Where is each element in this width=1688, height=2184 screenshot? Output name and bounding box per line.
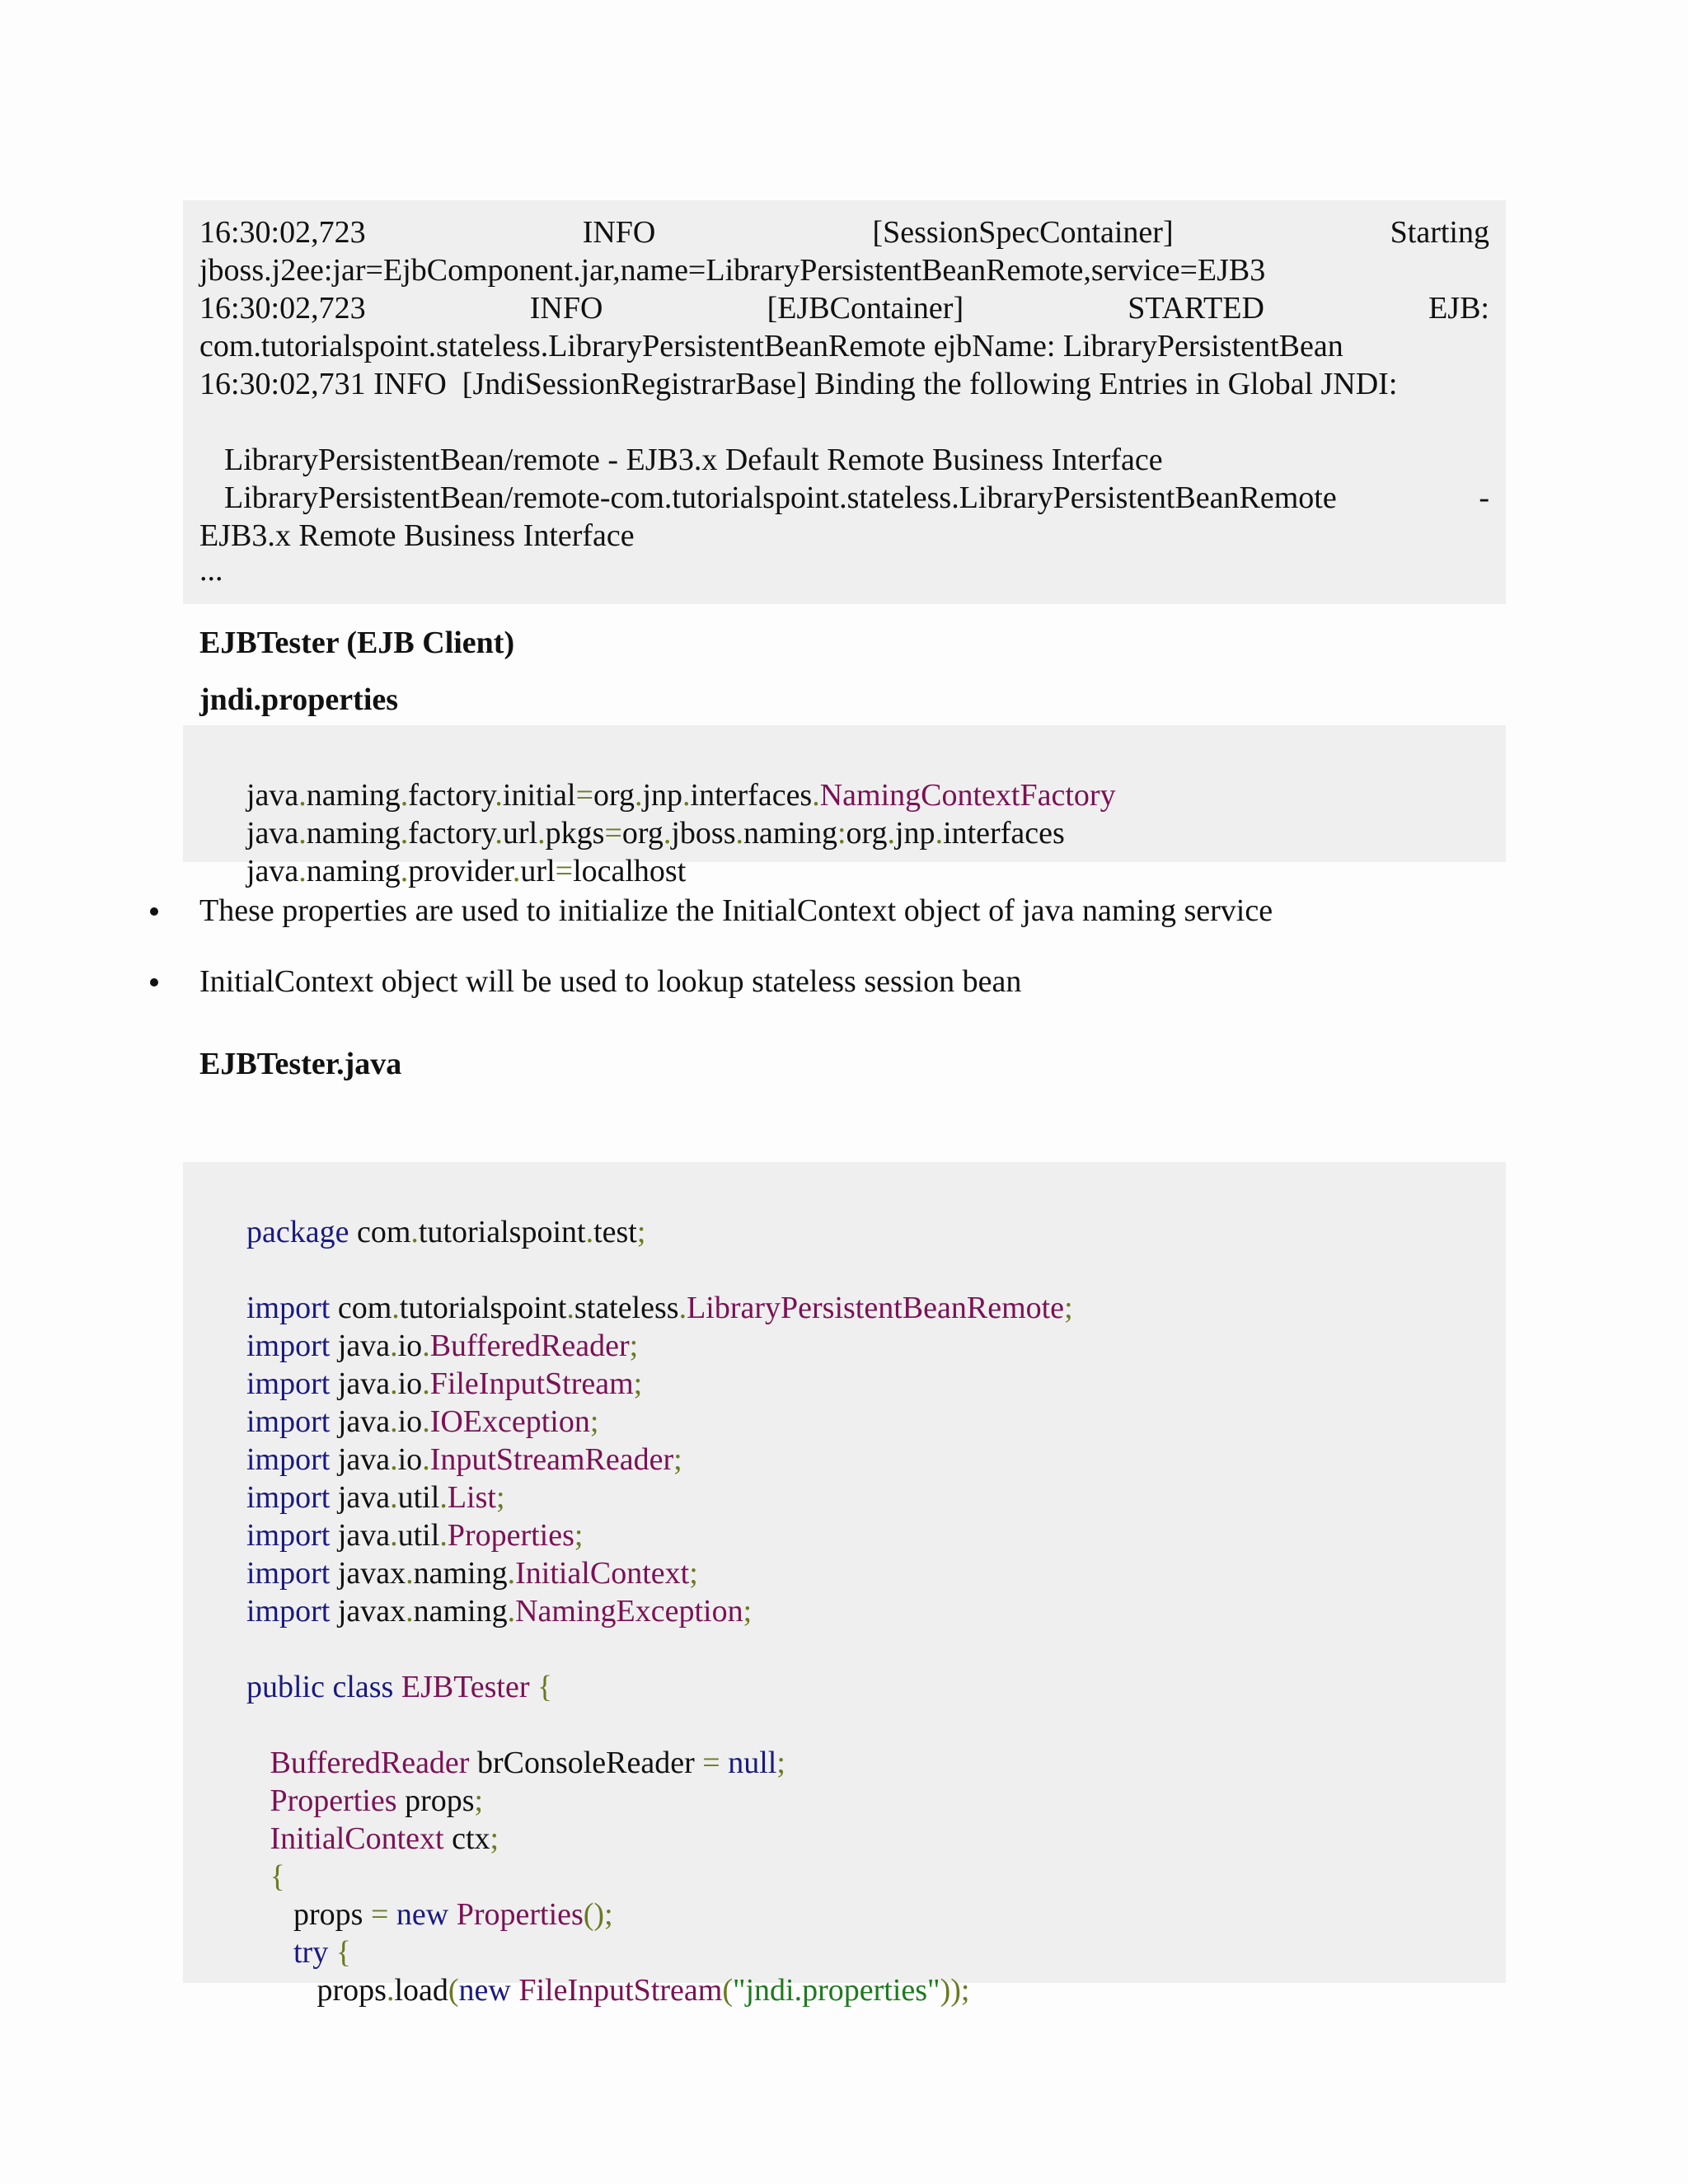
log-message: -	[1479, 480, 1489, 515]
code-line: props.load(new FileInputStream("jndi.properties"));	[246, 1973, 970, 2008]
code-line: import javax.naming.NamingException;	[246, 1594, 753, 1629]
log-line-5: 16:30:02,731 INFO [JndiSessionRegistrarBase] Binding the following Entries in Global JNDI:	[199, 367, 1398, 401]
code-line: import java.io.BufferedReader;	[246, 1329, 639, 1363]
log-level: INFO	[582, 215, 656, 250]
list-item-text: InitialContext object will be used to lookup stateless session bean	[199, 964, 1022, 999]
log-message: Starting	[1390, 215, 1489, 250]
code-line: import java.util.Properties;	[246, 1518, 584, 1553]
log-message: EJB:	[1428, 291, 1489, 326]
log-line-3	[199, 289, 1489, 327]
list-item	[148, 892, 1484, 930]
heading-ejb-client: EJBTester (EJB Client)	[199, 626, 515, 660]
log-source: [EJBContainer]	[767, 291, 964, 326]
log-line-7	[224, 479, 1489, 517]
log-timestamp: 16:30:02,723	[199, 291, 366, 326]
code-line: import java.io.IOException;	[246, 1404, 599, 1439]
code-line: public class EJBTester {	[246, 1670, 553, 1704]
log-line-9: ...	[199, 553, 223, 588]
code-line: import com.tutorialspoint.stateless.LibraryPersistentBeanRemote;	[246, 1291, 1073, 1325]
log-message: STARTED	[1128, 291, 1264, 326]
properties-code-block	[183, 725, 1506, 888]
log-timestamp: 16:30:02,723	[199, 215, 366, 250]
code-line: Properties props;	[270, 1783, 484, 1818]
log-line-1	[199, 213, 1489, 251]
code-line: props = new Properties();	[246, 1897, 613, 1932]
code-line: try {	[293, 1935, 351, 1970]
code-line: import java.util.List;	[246, 1480, 505, 1515]
log-level: INFO	[529, 291, 603, 326]
code-line: InitialContext ctx;	[270, 1821, 499, 1856]
code-line: {	[270, 1859, 285, 1894]
code-line: import java.io.InputStreamReader;	[246, 1442, 682, 1477]
log-line-8: EJB3.x Remote Business Interface	[199, 518, 635, 553]
properties-line-1: java.naming.factory.initial=org.jnp.interfaces.NamingContextFactory	[246, 778, 1116, 813]
heading-jndi-properties: jndi.properties	[199, 682, 399, 717]
properties-line-2: java.naming.factory.url.pkgs=org.jboss.naming:org.jnp.interfaces	[246, 816, 1065, 851]
list-item-text: These properties are used to initialize the InitialContext object of java naming service	[199, 893, 1273, 928]
log-line-4: com.tutorialspoint.stateless.LibraryPersistentBeanRemote ejbName: LibraryPersistentBean	[199, 329, 1343, 363]
java-code-block	[183, 1162, 1506, 2008]
log-line-6: LibraryPersistentBean/remote - EJB3.x Default Remote Business Interface	[224, 443, 1163, 477]
code-line: import javax.naming.InitialContext;	[246, 1556, 698, 1591]
log-line-2: jboss.j2ee:jar=EjbComponent.jar,name=LibraryPersistentBeanRemote,service=EJB3	[199, 253, 1266, 288]
code-line: import java.io.FileInputStream;	[246, 1366, 643, 1401]
heading-ejbtester-java: EJBTester.java	[199, 1047, 402, 1081]
log-source: [SessionSpecContainer]	[872, 215, 1174, 250]
log-message: LibraryPersistentBean/remote-com.tutorialspoint.stateless.LibraryPersistentBeanRemote	[224, 480, 1337, 515]
code-line: package com.tutorialspoint.test;	[246, 1215, 646, 1249]
properties-line-3: java.naming.provider.url=localhost	[246, 854, 687, 888]
list-item	[148, 963, 1484, 1001]
code-line: BufferedReader brConsoleReader = null;	[270, 1746, 785, 1780]
log-output-block	[183, 200, 1506, 604]
